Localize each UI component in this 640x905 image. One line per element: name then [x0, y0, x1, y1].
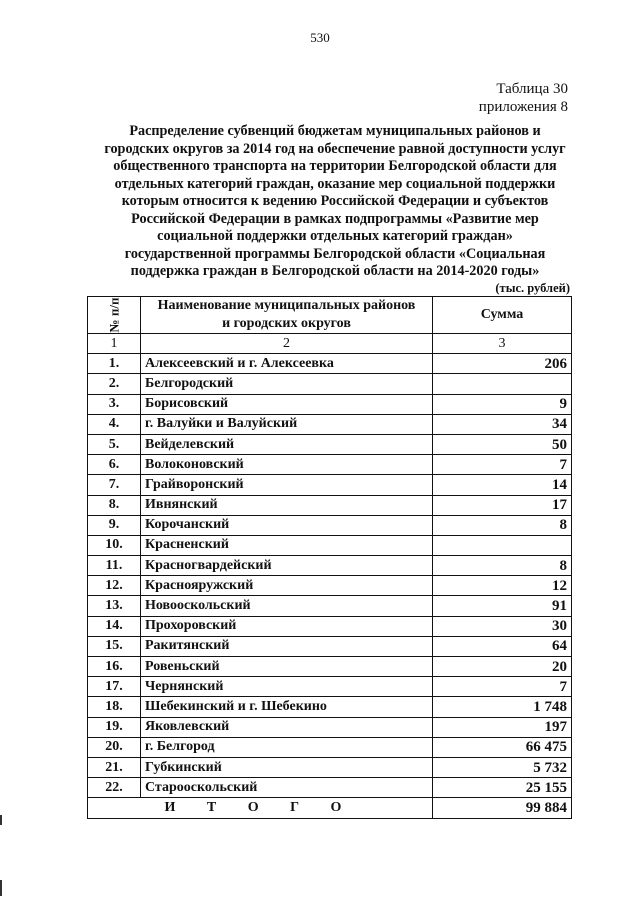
page-number: 530 [310, 30, 330, 45]
table-row [88, 616, 572, 636]
row-name: Губкинский [141, 757, 433, 777]
table-row [88, 737, 572, 757]
row-sum: 64 [433, 636, 572, 656]
table-row [88, 515, 572, 535]
row-sum: 5 732 [433, 757, 572, 777]
row-number: 22. [88, 778, 141, 798]
subvention-table [87, 296, 572, 819]
header-name-line1: Наименование муниципальных районов [157, 298, 416, 313]
title-line: социальной поддержки отдельных категорий граждан» [157, 228, 513, 244]
row-number: 10. [88, 535, 141, 555]
row-number: 14. [88, 616, 141, 636]
title-line: Распределение субвенций бюджетам муниципальных районов и [129, 123, 541, 139]
row-sum [433, 535, 572, 555]
row-name: Вейделевский [141, 434, 433, 454]
header-sum: Сумма [433, 297, 572, 334]
title-line: Российской Федерации в рамках подпрограммы «Развитие мер [131, 210, 539, 227]
table-row [88, 455, 572, 475]
row-sum: 8 [433, 515, 572, 535]
row-name: г. Валуйки и Валуйский [141, 414, 433, 434]
row-sum: 91 [433, 596, 572, 616]
row-sum: 30 [433, 616, 572, 636]
row-sum: 1 748 [433, 697, 572, 717]
column-number-row [88, 334, 572, 354]
total-row [88, 798, 572, 818]
row-number: 15. [88, 636, 141, 656]
margin-mark [0, 880, 2, 896]
row-number: 2. [88, 374, 141, 394]
row-number: 1. [88, 354, 141, 374]
table-row [88, 414, 572, 434]
row-sum: 7 [433, 677, 572, 697]
row-number: 16. [88, 657, 141, 677]
row-number: 8. [88, 495, 141, 515]
table-row [88, 434, 572, 454]
table-row [88, 657, 572, 677]
row-name: Волоконовский [141, 455, 433, 475]
table-row [88, 717, 572, 737]
row-number: 11. [88, 556, 141, 576]
row-name: Красненский [141, 535, 433, 555]
row-sum: 197 [433, 717, 572, 737]
row-name: Алексеевский и г. Алексеевка [141, 354, 433, 374]
row-number: 5. [88, 434, 141, 454]
table-row [88, 394, 572, 414]
row-name: Старооскольский [141, 778, 433, 798]
row-number: 12. [88, 576, 141, 596]
row-sum: 8 [433, 556, 572, 576]
table-row [88, 636, 572, 656]
header-num [88, 297, 141, 334]
table-row [88, 596, 572, 616]
column-number: 2 [141, 334, 433, 354]
row-number: 7. [88, 475, 141, 495]
table-row [88, 778, 572, 798]
row-sum: 25 155 [433, 778, 572, 798]
row-sum: 66 475 [433, 737, 572, 757]
row-name: Белгородский [141, 374, 433, 394]
table-row [88, 354, 572, 374]
row-number: 17. [88, 677, 141, 697]
row-number: 19. [88, 717, 141, 737]
row-sum: 20 [433, 657, 572, 677]
row-name: Грайворонский [141, 475, 433, 495]
row-name: Яковлевский [141, 717, 433, 737]
table-caption [479, 80, 568, 116]
units-label: (тыс. рублей) [495, 281, 570, 295]
total-label: И Т О Г О [88, 798, 433, 818]
row-sum: 34 [433, 414, 572, 434]
title-line: государственной программы Белгородской области «Социальная [124, 245, 546, 262]
table-row [88, 475, 572, 495]
row-sum: 9 [433, 394, 572, 414]
table-row [88, 757, 572, 777]
row-number: 6. [88, 455, 141, 475]
row-name: г. Белгород [141, 737, 433, 757]
row-name: Чернянский [141, 677, 433, 697]
table-row [88, 556, 572, 576]
table-row [88, 495, 572, 515]
title-line: общественного транспорта на территории Белгородской области для [113, 158, 557, 174]
row-name: Прохоровский [141, 616, 433, 636]
table-row [88, 677, 572, 697]
row-sum: 50 [433, 434, 572, 454]
row-name: Ровеньский [141, 657, 433, 677]
row-sum: 206 [433, 354, 572, 374]
row-sum: 17 [433, 495, 572, 515]
header-name [141, 297, 433, 334]
row-sum [433, 374, 572, 394]
header-name-line2: и городских округов [222, 316, 351, 331]
column-number: 1 [88, 334, 141, 354]
row-name: Ракитянский [141, 636, 433, 656]
table-row [88, 535, 572, 555]
document-title [100, 123, 570, 281]
title-line: поддержка граждан в Белгородской области на 2014-2020 годы» [130, 263, 540, 279]
header-num-label: № п/п [106, 297, 121, 332]
row-number: 9. [88, 515, 141, 535]
total-sum: 99 884 [433, 798, 572, 818]
row-number: 3. [88, 394, 141, 414]
row-number: 4. [88, 414, 141, 434]
row-number: 21. [88, 757, 141, 777]
row-number: 18. [88, 697, 141, 717]
title-line: городских округов за 2014 год на обеспечение равной доступности услуг [104, 140, 566, 157]
row-sum: 7 [433, 455, 572, 475]
appendix-label: приложения 8 [478, 99, 568, 115]
row-sum: 12 [433, 576, 572, 596]
row-name: Краснояружский [141, 576, 433, 596]
table-body [88, 354, 572, 798]
row-name: Новооскольский [141, 596, 433, 616]
row-name: Шебекинский и г. Шебекино [141, 697, 433, 717]
row-name: Ивнянский [141, 495, 433, 515]
title-line: которым относится к ведению Российской Федерации и субъектов [121, 193, 549, 209]
row-name: Борисовский [141, 394, 433, 414]
row-name: Красногвардейский [141, 556, 433, 576]
row-number: 13. [88, 596, 141, 616]
table-row [88, 374, 572, 394]
row-sum: 14 [433, 475, 572, 495]
table-label: Таблица 30 [496, 81, 568, 97]
margin-mark [0, 815, 2, 825]
row-name: Корочанский [141, 515, 433, 535]
row-number: 20. [88, 737, 141, 757]
table-row [88, 576, 572, 596]
table-row [88, 697, 572, 717]
title-line: отдельных категорий граждан, оказание мер социальной поддержки [114, 175, 556, 192]
table-header-row [88, 297, 572, 334]
column-number: 3 [433, 334, 572, 354]
